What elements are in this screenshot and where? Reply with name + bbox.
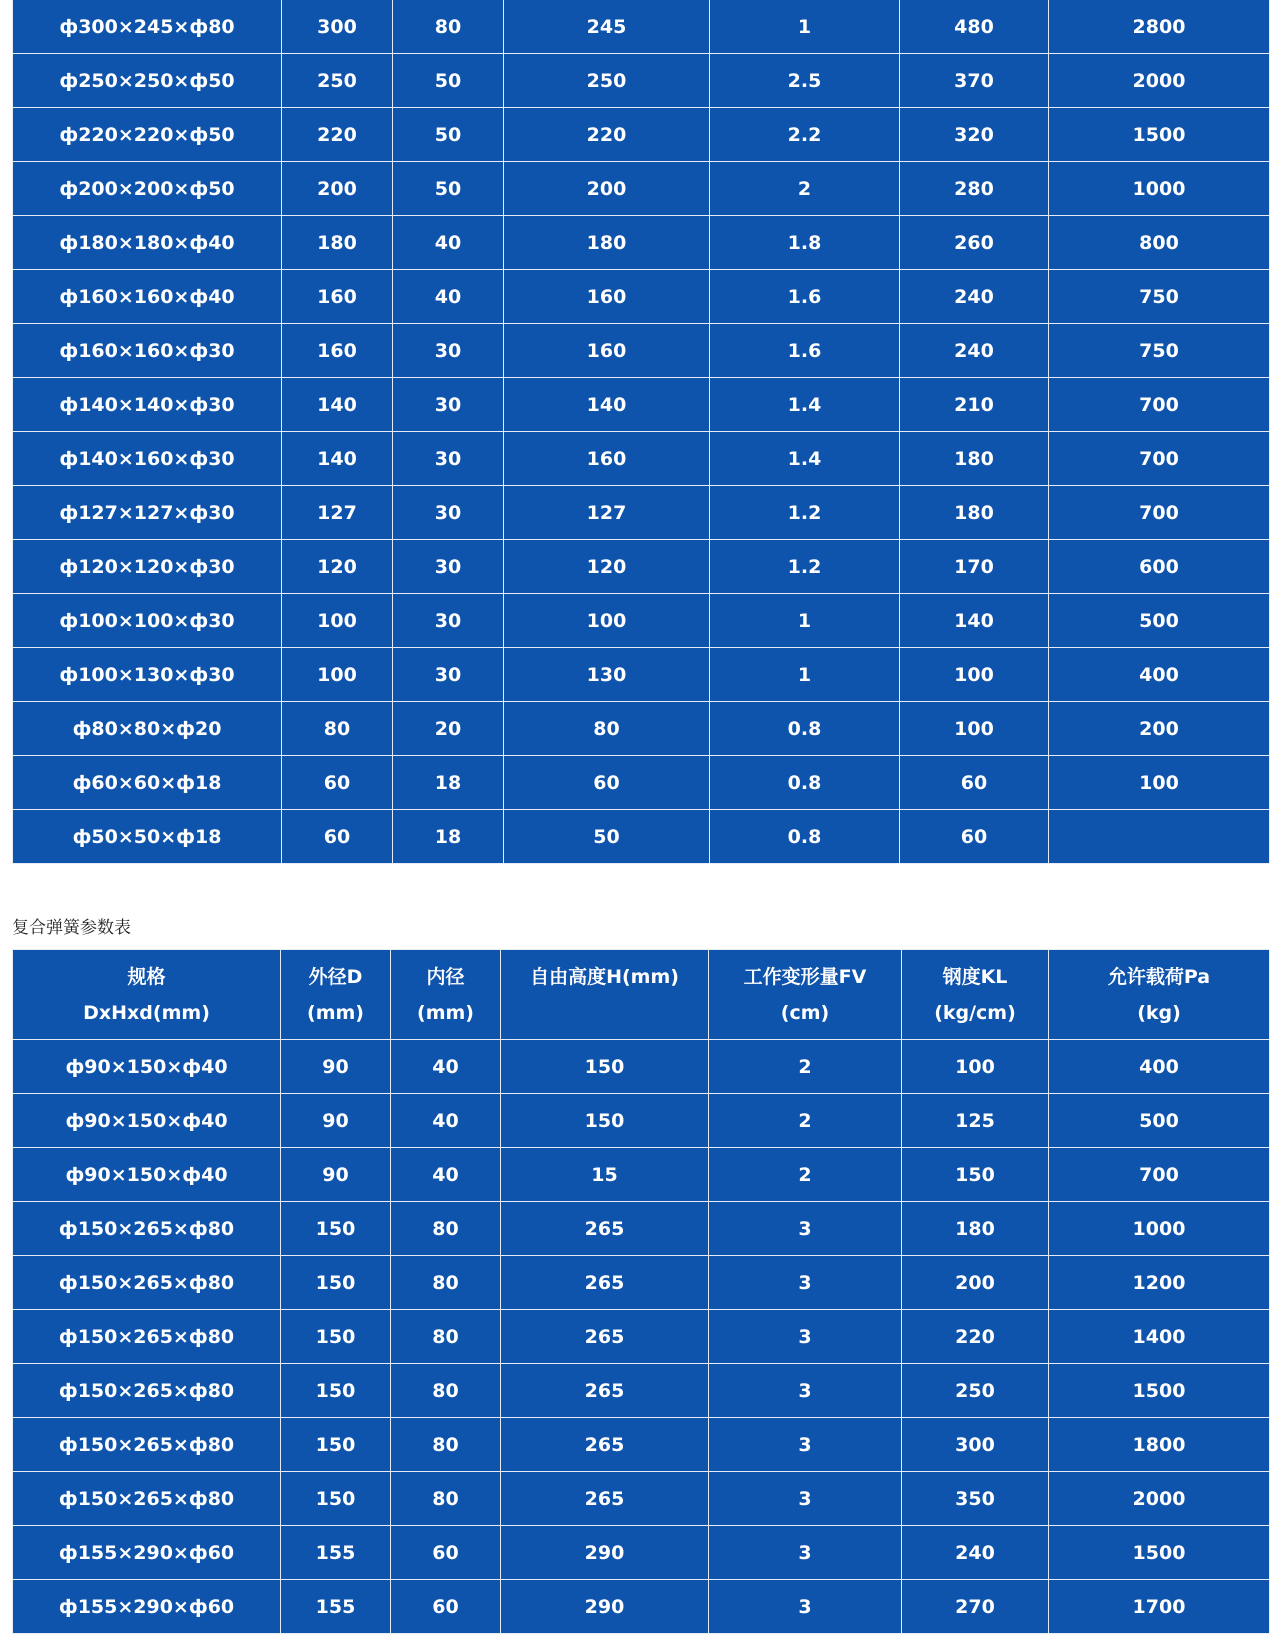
deformation-cell: 3 bbox=[709, 1580, 902, 1634]
header-line: (mm) bbox=[307, 1001, 364, 1024]
load-cell: 1800 bbox=[1049, 1418, 1270, 1472]
load-cell: 1500 bbox=[1049, 108, 1270, 162]
free-height-cell: 290 bbox=[501, 1580, 709, 1634]
free-height-cell: 245 bbox=[504, 0, 710, 54]
table-2-body bbox=[13, 1040, 1270, 1634]
inner-diameter-cell: 30 bbox=[393, 594, 504, 648]
load-cell: 1200 bbox=[1049, 1256, 1270, 1310]
table-row bbox=[13, 1202, 1270, 1256]
outer-diameter-cell: 60 bbox=[282, 756, 393, 810]
free-height-cell: 160 bbox=[504, 270, 710, 324]
deformation-cell: 1.6 bbox=[710, 270, 900, 324]
table-row bbox=[13, 810, 1270, 864]
free-height-cell: 100 bbox=[504, 594, 710, 648]
outer-diameter-cell: 250 bbox=[282, 54, 393, 108]
inner-diameter-cell: 40 bbox=[391, 1040, 501, 1094]
outer-diameter-cell: 150 bbox=[281, 1472, 391, 1526]
inner-diameter-cell: 40 bbox=[391, 1094, 501, 1148]
free-height-cell: 130 bbox=[504, 648, 710, 702]
deformation-cell: 3 bbox=[709, 1526, 902, 1580]
load-cell: 600 bbox=[1049, 540, 1270, 594]
load-cell: 750 bbox=[1049, 270, 1270, 324]
header-line bbox=[501, 995, 708, 1031]
deformation-cell: 1.6 bbox=[710, 324, 900, 378]
stiffness-cell: 100 bbox=[900, 702, 1049, 756]
stiffness-cell: 250 bbox=[902, 1364, 1049, 1418]
inner-diameter-cell: 60 bbox=[391, 1580, 501, 1634]
spec-cell: ф150×265×ф80 bbox=[13, 1310, 281, 1364]
load-cell: 700 bbox=[1049, 1148, 1270, 1202]
spec-cell: ф140×160×ф30 bbox=[13, 432, 282, 486]
header-line: DxHxd(mm) bbox=[83, 1001, 210, 1024]
table-row bbox=[13, 270, 1270, 324]
free-height-cell: 80 bbox=[504, 702, 710, 756]
table-row bbox=[13, 1148, 1270, 1202]
table-2-header bbox=[13, 950, 1270, 1040]
outer-diameter-cell: 150 bbox=[281, 1418, 391, 1472]
table-row bbox=[13, 54, 1270, 108]
spec-cell: ф80×80×ф20 bbox=[13, 702, 282, 756]
spec-cell: ф150×265×ф80 bbox=[13, 1418, 281, 1472]
inner-diameter-cell: 50 bbox=[393, 108, 504, 162]
load-cell: 1400 bbox=[1049, 1310, 1270, 1364]
load-cell: 1000 bbox=[1049, 162, 1270, 216]
load-cell: 400 bbox=[1049, 1040, 1270, 1094]
free-height-cell: 200 bbox=[504, 162, 710, 216]
inner-diameter-cell: 40 bbox=[391, 1148, 501, 1202]
spec-cell: ф300×245×ф80 bbox=[13, 0, 282, 54]
inner-diameter-cell: 80 bbox=[391, 1310, 501, 1364]
inner-diameter-cell: 80 bbox=[391, 1472, 501, 1526]
load-cell: 1500 bbox=[1049, 1364, 1270, 1418]
deformation-cell: 3 bbox=[709, 1256, 902, 1310]
free-height-cell: 50 bbox=[504, 810, 710, 864]
load-cell: 2000 bbox=[1049, 1472, 1270, 1526]
load-cell: 500 bbox=[1049, 594, 1270, 648]
header-line: 内径 bbox=[426, 965, 465, 988]
outer-diameter-cell: 200 bbox=[282, 162, 393, 216]
load-cell: 2000 bbox=[1049, 54, 1270, 108]
inner-diameter-cell: 30 bbox=[393, 540, 504, 594]
column-header-outer-diameter bbox=[281, 950, 391, 1040]
stiffness-cell: 150 bbox=[902, 1148, 1049, 1202]
inner-diameter-cell: 30 bbox=[393, 432, 504, 486]
header-line: 钢度KL bbox=[942, 965, 1008, 988]
load-cell: 2800 bbox=[1049, 0, 1270, 54]
stiffness-cell: 100 bbox=[902, 1040, 1049, 1094]
stiffness-cell: 60 bbox=[900, 756, 1049, 810]
free-height-cell: 265 bbox=[501, 1310, 709, 1364]
free-height-cell: 120 bbox=[504, 540, 710, 594]
stiffness-cell: 210 bbox=[900, 378, 1049, 432]
spec-cell: ф150×265×ф80 bbox=[13, 1364, 281, 1418]
table-row bbox=[13, 1472, 1270, 1526]
deformation-cell: 1.4 bbox=[710, 432, 900, 486]
spec-cell: ф155×290×ф60 bbox=[13, 1526, 281, 1580]
spec-cell: ф127×127×ф30 bbox=[13, 486, 282, 540]
inner-diameter-cell: 30 bbox=[393, 648, 504, 702]
inner-diameter-cell: 50 bbox=[393, 54, 504, 108]
inner-diameter-cell: 50 bbox=[393, 162, 504, 216]
stiffness-cell: 240 bbox=[902, 1526, 1049, 1580]
header-line: 允许载荷Pa bbox=[1107, 965, 1211, 988]
column-header-deformation bbox=[709, 950, 902, 1040]
table-row bbox=[13, 756, 1270, 810]
stiffness-cell: 480 bbox=[900, 0, 1049, 54]
column-header-stiffness bbox=[902, 950, 1049, 1040]
spec-cell: ф220×220×ф50 bbox=[13, 108, 282, 162]
deformation-cell: 2 bbox=[709, 1040, 902, 1094]
outer-diameter-cell: 150 bbox=[281, 1364, 391, 1418]
outer-diameter-cell: 150 bbox=[281, 1202, 391, 1256]
composite-spring-spec-table bbox=[12, 949, 1270, 1634]
stiffness-cell: 60 bbox=[900, 810, 1049, 864]
spec-cell: ф160×160×ф40 bbox=[13, 270, 282, 324]
table-row bbox=[13, 1094, 1270, 1148]
spec-cell: ф160×160×ф30 bbox=[13, 324, 282, 378]
free-height-cell: 15 bbox=[501, 1148, 709, 1202]
table-1-body bbox=[13, 0, 1270, 864]
stiffness-cell: 220 bbox=[902, 1310, 1049, 1364]
stiffness-cell: 280 bbox=[900, 162, 1049, 216]
deformation-cell: 2 bbox=[709, 1148, 902, 1202]
table-row bbox=[13, 108, 1270, 162]
spring-spec-table-1 bbox=[12, 0, 1270, 864]
stiffness-cell: 370 bbox=[900, 54, 1049, 108]
inner-diameter-cell: 20 bbox=[393, 702, 504, 756]
free-height-cell: 265 bbox=[501, 1256, 709, 1310]
table-row bbox=[13, 162, 1270, 216]
table-row bbox=[13, 648, 1270, 702]
outer-diameter-cell: 120 bbox=[282, 540, 393, 594]
column-header-inner-diameter bbox=[391, 950, 501, 1040]
stiffness-cell: 125 bbox=[902, 1094, 1049, 1148]
deformation-cell: 3 bbox=[709, 1364, 902, 1418]
table-row bbox=[13, 1418, 1270, 1472]
load-cell: 800 bbox=[1049, 216, 1270, 270]
header-line: 工作变形量FV bbox=[743, 965, 867, 988]
inner-diameter-cell: 30 bbox=[393, 486, 504, 540]
deformation-cell: 2 bbox=[709, 1094, 902, 1148]
spec-cell: ф90×150×ф40 bbox=[13, 1148, 281, 1202]
header-line: (kg) bbox=[1137, 1001, 1181, 1024]
stiffness-cell: 180 bbox=[902, 1202, 1049, 1256]
deformation-cell: 1.2 bbox=[710, 486, 900, 540]
table-row bbox=[13, 702, 1270, 756]
free-height-cell: 265 bbox=[501, 1202, 709, 1256]
inner-diameter-cell: 18 bbox=[393, 810, 504, 864]
inner-diameter-cell: 40 bbox=[393, 216, 504, 270]
spec-cell: ф250×250×ф50 bbox=[13, 54, 282, 108]
free-height-cell: 160 bbox=[504, 432, 710, 486]
inner-diameter-cell: 30 bbox=[393, 378, 504, 432]
outer-diameter-cell: 60 bbox=[282, 810, 393, 864]
deformation-cell: 2.2 bbox=[710, 108, 900, 162]
table-row bbox=[13, 432, 1270, 486]
load-cell: 200 bbox=[1049, 702, 1270, 756]
column-header-spec bbox=[13, 950, 281, 1040]
stiffness-cell: 260 bbox=[900, 216, 1049, 270]
table-row bbox=[13, 1256, 1270, 1310]
outer-diameter-cell: 100 bbox=[282, 648, 393, 702]
deformation-cell: 1 bbox=[710, 648, 900, 702]
outer-diameter-cell: 180 bbox=[282, 216, 393, 270]
table-row bbox=[13, 378, 1270, 432]
stiffness-cell: 100 bbox=[900, 648, 1049, 702]
inner-diameter-cell: 60 bbox=[391, 1526, 501, 1580]
spec-cell: ф50×50×ф18 bbox=[13, 810, 282, 864]
spec-cell: ф90×150×ф40 bbox=[13, 1094, 281, 1148]
inner-diameter-cell: 80 bbox=[391, 1256, 501, 1310]
inner-diameter-cell: 30 bbox=[393, 324, 504, 378]
deformation-cell: 1.8 bbox=[710, 216, 900, 270]
load-cell: 700 bbox=[1049, 378, 1270, 432]
deformation-cell: 3 bbox=[709, 1310, 902, 1364]
header-line: (kg/cm) bbox=[934, 1001, 1016, 1024]
load-cell: 500 bbox=[1049, 1094, 1270, 1148]
spec-cell: ф100×100×ф30 bbox=[13, 594, 282, 648]
table-row bbox=[13, 216, 1270, 270]
deformation-cell: 3 bbox=[709, 1418, 902, 1472]
table-row bbox=[13, 1580, 1270, 1634]
spec-cell: ф180×180×ф40 bbox=[13, 216, 282, 270]
free-height-cell: 150 bbox=[501, 1040, 709, 1094]
inner-diameter-cell: 40 bbox=[393, 270, 504, 324]
header-line: (mm) bbox=[417, 1001, 474, 1024]
load-cell: 1700 bbox=[1049, 1580, 1270, 1634]
spec-cell: ф120×120×ф30 bbox=[13, 540, 282, 594]
column-header-load bbox=[1049, 950, 1270, 1040]
table-caption: 复合弹簧参数表 bbox=[12, 918, 131, 938]
spec-cell: ф100×130×ф30 bbox=[13, 648, 282, 702]
outer-diameter-cell: 90 bbox=[281, 1148, 391, 1202]
table-row bbox=[13, 0, 1270, 54]
table-row bbox=[13, 1310, 1270, 1364]
deformation-cell: 0.8 bbox=[710, 756, 900, 810]
load-cell: 700 bbox=[1049, 486, 1270, 540]
outer-diameter-cell: 155 bbox=[281, 1526, 391, 1580]
header-line: 自由高度H(mm) bbox=[530, 965, 679, 988]
load-cell bbox=[1049, 810, 1270, 864]
table-row bbox=[13, 486, 1270, 540]
free-height-cell: 160 bbox=[504, 324, 710, 378]
spec-cell: ф200×200×ф50 bbox=[13, 162, 282, 216]
outer-diameter-cell: 150 bbox=[281, 1256, 391, 1310]
header-row bbox=[13, 950, 1270, 1040]
deformation-cell: 2.5 bbox=[710, 54, 900, 108]
outer-diameter-cell: 220 bbox=[282, 108, 393, 162]
spec-cell: ф150×265×ф80 bbox=[13, 1472, 281, 1526]
free-height-cell: 127 bbox=[504, 486, 710, 540]
table-row bbox=[13, 540, 1270, 594]
deformation-cell: 1.2 bbox=[710, 540, 900, 594]
deformation-cell: 0.8 bbox=[710, 810, 900, 864]
free-height-cell: 140 bbox=[504, 378, 710, 432]
free-height-cell: 265 bbox=[501, 1472, 709, 1526]
stiffness-cell: 300 bbox=[902, 1418, 1049, 1472]
free-height-cell: 220 bbox=[504, 108, 710, 162]
outer-diameter-cell: 100 bbox=[282, 594, 393, 648]
deformation-cell: 1 bbox=[710, 0, 900, 54]
outer-diameter-cell: 150 bbox=[281, 1310, 391, 1364]
outer-diameter-cell: 140 bbox=[282, 378, 393, 432]
free-height-cell: 250 bbox=[504, 54, 710, 108]
spec-cell: ф150×265×ф80 bbox=[13, 1202, 281, 1256]
header-line: 规格 bbox=[127, 965, 166, 988]
outer-diameter-cell: 127 bbox=[282, 486, 393, 540]
inner-diameter-cell: 80 bbox=[391, 1364, 501, 1418]
deformation-cell: 3 bbox=[709, 1472, 902, 1526]
free-height-cell: 265 bbox=[501, 1364, 709, 1418]
inner-diameter-cell: 80 bbox=[391, 1418, 501, 1472]
load-cell: 1000 bbox=[1049, 1202, 1270, 1256]
header-line: 外径D bbox=[308, 965, 363, 988]
stiffness-cell: 240 bbox=[900, 270, 1049, 324]
deformation-cell: 1.4 bbox=[710, 378, 900, 432]
table-row bbox=[13, 324, 1270, 378]
outer-diameter-cell: 155 bbox=[281, 1580, 391, 1634]
table-row bbox=[13, 594, 1270, 648]
column-header-free-height bbox=[501, 950, 709, 1040]
deformation-cell: 1 bbox=[710, 594, 900, 648]
outer-diameter-cell: 80 bbox=[282, 702, 393, 756]
stiffness-cell: 180 bbox=[900, 486, 1049, 540]
free-height-cell: 150 bbox=[501, 1094, 709, 1148]
outer-diameter-cell: 300 bbox=[282, 0, 393, 54]
stiffness-cell: 200 bbox=[902, 1256, 1049, 1310]
free-height-cell: 180 bbox=[504, 216, 710, 270]
free-height-cell: 290 bbox=[501, 1526, 709, 1580]
spec-cell: ф90×150×ф40 bbox=[13, 1040, 281, 1094]
stiffness-cell: 350 bbox=[902, 1472, 1049, 1526]
inner-diameter-cell: 80 bbox=[391, 1202, 501, 1256]
spec-cell: ф155×290×ф60 bbox=[13, 1580, 281, 1634]
stiffness-cell: 180 bbox=[900, 432, 1049, 486]
free-height-cell: 60 bbox=[504, 756, 710, 810]
stiffness-cell: 320 bbox=[900, 108, 1049, 162]
deformation-cell: 0.8 bbox=[710, 702, 900, 756]
spec-cell: ф150×265×ф80 bbox=[13, 1256, 281, 1310]
spec-cell: ф60×60×ф18 bbox=[13, 756, 282, 810]
outer-diameter-cell: 90 bbox=[281, 1040, 391, 1094]
stiffness-cell: 270 bbox=[902, 1580, 1049, 1634]
outer-diameter-cell: 90 bbox=[281, 1094, 391, 1148]
table-row bbox=[13, 1364, 1270, 1418]
inner-diameter-cell: 80 bbox=[393, 0, 504, 54]
load-cell: 100 bbox=[1049, 756, 1270, 810]
inner-diameter-cell: 18 bbox=[393, 756, 504, 810]
outer-diameter-cell: 140 bbox=[282, 432, 393, 486]
stiffness-cell: 240 bbox=[900, 324, 1049, 378]
load-cell: 400 bbox=[1049, 648, 1270, 702]
load-cell: 700 bbox=[1049, 432, 1270, 486]
deformation-cell: 3 bbox=[709, 1202, 902, 1256]
header-line: (cm) bbox=[780, 1001, 830, 1024]
load-cell: 1500 bbox=[1049, 1526, 1270, 1580]
load-cell: 750 bbox=[1049, 324, 1270, 378]
spec-cell: ф140×140×ф30 bbox=[13, 378, 282, 432]
table-row bbox=[13, 1526, 1270, 1580]
outer-diameter-cell: 160 bbox=[282, 270, 393, 324]
outer-diameter-cell: 160 bbox=[282, 324, 393, 378]
free-height-cell: 265 bbox=[501, 1418, 709, 1472]
stiffness-cell: 140 bbox=[900, 594, 1049, 648]
table-row bbox=[13, 1040, 1270, 1094]
deformation-cell: 2 bbox=[710, 162, 900, 216]
stiffness-cell: 170 bbox=[900, 540, 1049, 594]
